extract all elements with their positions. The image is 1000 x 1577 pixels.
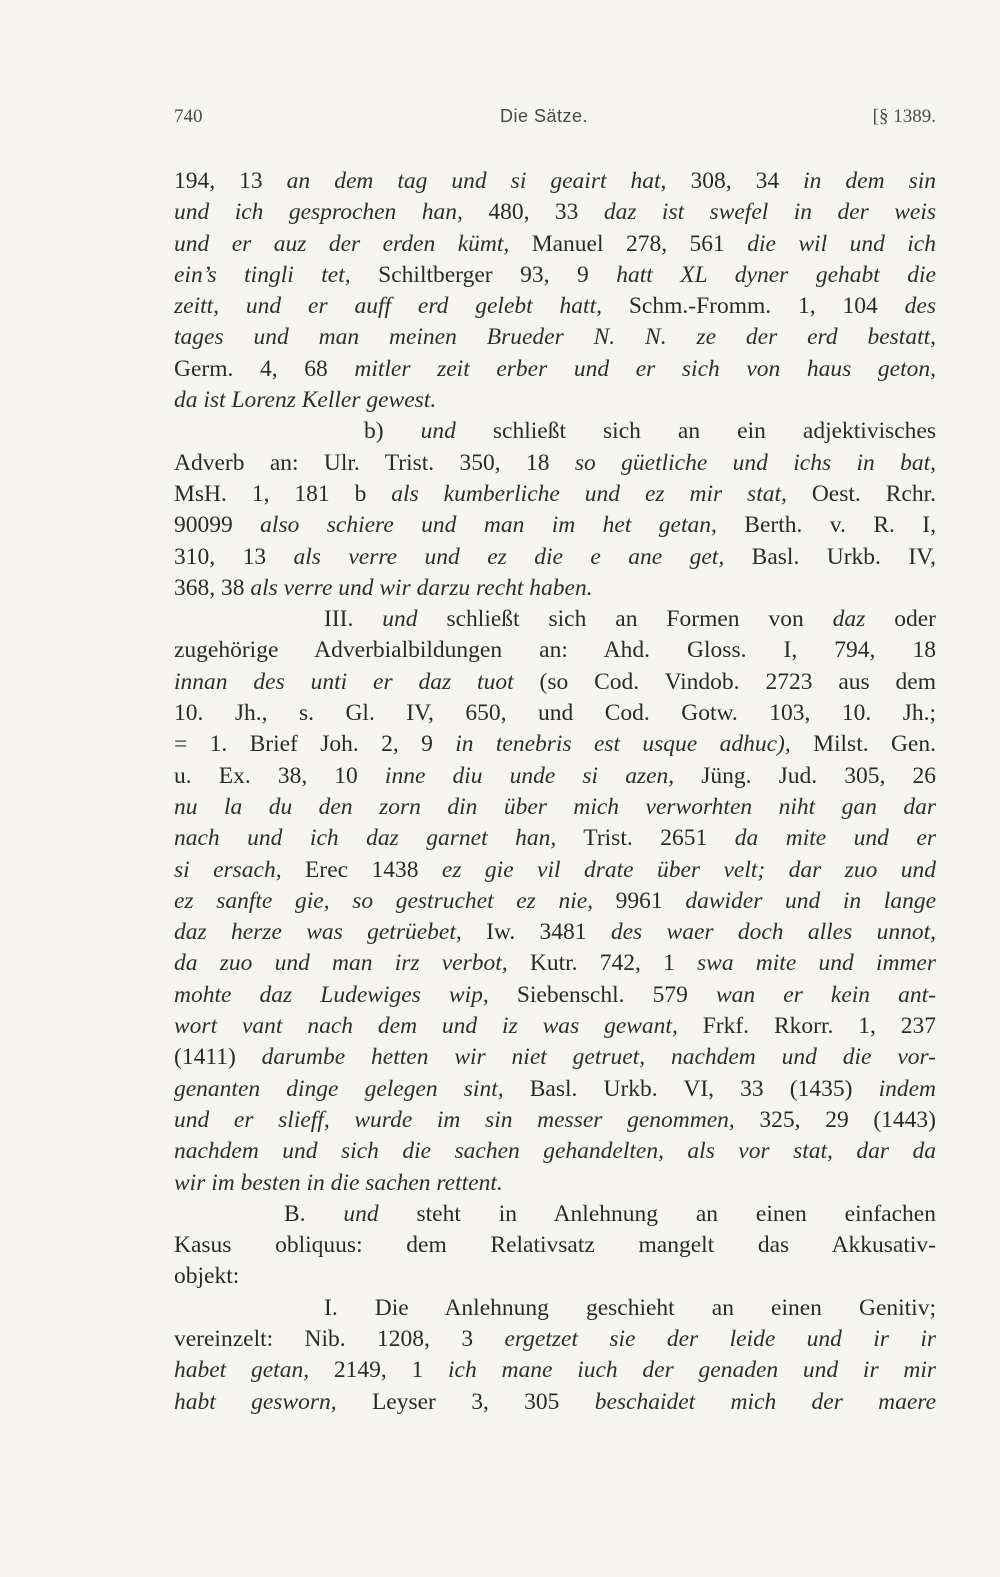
- quoted-text: habt gesworn,: [174, 1388, 337, 1415]
- reference-text: vereinzelt: Nib. 1208, 3: [174, 1325, 505, 1352]
- reference-text: Kutr. 742, 1: [507, 950, 698, 977]
- text-line: [174, 510, 936, 541]
- text-line: [174, 385, 936, 416]
- text-line: [174, 823, 936, 854]
- reference-text: Adverb an: Ulr. Trist. 350, 18: [174, 449, 575, 476]
- quoted-text: hatt XL dyner gehabt die: [616, 261, 936, 288]
- reference-text: MsH. 1, 181 b: [174, 480, 392, 507]
- reference-text: Iw. 3481: [461, 919, 611, 946]
- quoted-text: si ersach,: [174, 856, 282, 883]
- text-line: [174, 416, 936, 447]
- reference-text: Germ. 4, 68: [174, 355, 355, 382]
- quoted-text: nachdem und sich die sachen gehandelten, als vor stat, dar da: [174, 1138, 936, 1165]
- reference-text: objekt:: [174, 1263, 240, 1290]
- text-line: [174, 855, 936, 886]
- quoted-text: daz herze was getrüebet,: [174, 919, 462, 946]
- text-line: [174, 1355, 936, 1386]
- text-line: [174, 1042, 936, 1073]
- text-line: [174, 573, 936, 604]
- quoted-text: und er auz der erden kümt,: [174, 230, 510, 257]
- text-line: [174, 448, 936, 479]
- quoted-text: in dem sin: [803, 168, 936, 194]
- reference-text: Schm.-Fromm. 1, 104: [601, 293, 905, 320]
- text-line: [174, 604, 936, 635]
- quoted-text: mitler zeit erber und er sich von haus geton,: [354, 355, 936, 382]
- text-line: [174, 354, 936, 385]
- quoted-text: des waer doch alles unnot,: [610, 919, 936, 946]
- section-reference: [§ 1389.: [872, 106, 936, 127]
- text-line: [174, 197, 936, 228]
- reference-text: Frkf. Rkorr. 1, 237: [677, 1013, 936, 1040]
- text-line: [174, 948, 936, 979]
- quoted-text: so güetliche und ichs in bat,: [574, 449, 936, 476]
- text-line: [174, 166, 936, 197]
- quoted-text: also schiere und man im het getan,: [260, 512, 717, 539]
- reference-text: 194, 13: [174, 168, 287, 194]
- quoted-text: und er slieff, wurde im sin messer genommen,: [174, 1106, 735, 1133]
- text-line: [174, 1230, 936, 1261]
- text-line: [174, 792, 936, 823]
- reference-text: Leyser 3, 305: [336, 1388, 595, 1415]
- quoted-text: ich mane iuch der genaden und ir mir: [448, 1357, 936, 1384]
- reference-text: Trist. 2651: [556, 825, 735, 852]
- quoted-text: nu la du den zorn din über mich verworhten niht gan dar: [174, 793, 936, 820]
- quoted-text: innan des unti er daz tuot: [174, 668, 514, 695]
- reference-text: 2149, 1: [309, 1357, 449, 1384]
- reference-text: b): [364, 418, 421, 445]
- quoted-text: wir im besten in die sachen rettent.: [174, 1169, 503, 1196]
- reference-text: Manuel 278, 561: [509, 230, 748, 257]
- quoted-text: daz: [832, 606, 866, 633]
- reference-text: 480, 33: [462, 199, 604, 226]
- text-line: [174, 729, 936, 760]
- quoted-text: swa mite und immer: [697, 950, 936, 977]
- reference-text: = 1. Brief Joh. 2, 9: [174, 731, 456, 758]
- text-line: [174, 635, 936, 666]
- reference-text: 10. Jh., s. Gl. IV, 650, und Cod. Gotw. 103, 10. Jh.;: [174, 700, 936, 727]
- text-line: [174, 542, 936, 573]
- reference-text: Milst. Gen.: [790, 731, 936, 758]
- reference-text: III.: [324, 606, 383, 633]
- reference-text: I. Die Anlehnung geschieht an einen Genitiv;: [324, 1294, 936, 1321]
- quoted-text: inne diu unde si azen,: [384, 762, 675, 789]
- text-line: [174, 761, 936, 792]
- reference-text: 325, 29 (1443): [734, 1106, 936, 1133]
- reference-text: u. Ex. 38, 10: [174, 762, 385, 789]
- text-line: [174, 479, 936, 510]
- reference-text: Erec 1438: [281, 856, 442, 883]
- text-line: [174, 1136, 936, 1167]
- quoted-text: ein’s tingli tet,: [174, 261, 351, 288]
- reference-text: schließt sich an ein adjektivisches: [455, 418, 936, 445]
- quoted-text: genanten dinge gelegen sint,: [174, 1075, 504, 1102]
- text-line: [174, 886, 936, 917]
- quoted-text: ergetzet sie der leide und ir ir: [504, 1325, 936, 1352]
- quoted-text: wan er kein ant-: [715, 981, 936, 1008]
- quoted-text: des: [904, 293, 936, 320]
- reference-text: 308, 34: [666, 168, 804, 194]
- reference-text: Schiltberger 93, 9: [350, 261, 617, 288]
- quoted-text: und ich gesprochen han,: [174, 199, 463, 226]
- reference-text: Oest. Rchr.: [786, 480, 936, 507]
- text-line: [174, 229, 936, 260]
- quoted-text: und: [343, 1200, 379, 1227]
- quoted-text: ez sanfte gie, so gestruchet ez nie,: [174, 887, 594, 914]
- quoted-text: die wil und ich: [747, 230, 936, 257]
- text-line: [174, 917, 936, 948]
- reference-text: 368, 38: [174, 574, 251, 601]
- quoted-text: zeitt, und er auff erd gelebt hatt,: [174, 293, 602, 320]
- quoted-text: als verre und ez die e ane get,: [293, 543, 725, 570]
- reference-text: Kasus obliquus: dem Relativsatz mangelt das Akkusativ-: [174, 1232, 936, 1259]
- body-text: [174, 166, 936, 1418]
- text-line: [174, 1324, 936, 1355]
- reference-text: 9961: [593, 887, 686, 914]
- quoted-text: daz ist swefel in der weis: [603, 199, 936, 226]
- quoted-text: und: [382, 606, 418, 633]
- text-line: [174, 291, 936, 322]
- quoted-text: darumbe hetten wir niet getruet, nachdem und die vor-: [261, 1044, 936, 1071]
- page-number: 740: [174, 106, 203, 127]
- reference-text: Berth. v. R. I,: [716, 512, 936, 539]
- text-line: [174, 322, 936, 353]
- text-line: [174, 1011, 936, 1042]
- quoted-text: indem: [878, 1075, 936, 1102]
- quoted-text: ez gie vil drate über velt; dar zuo und: [441, 856, 936, 883]
- text-line: [174, 1199, 936, 1230]
- reference-text: Siebenschl. 579: [488, 981, 716, 1008]
- quoted-text: habet getan,: [174, 1357, 310, 1384]
- reference-text: Basl. Urkb. VI, 33 (1435): [503, 1075, 879, 1102]
- quoted-text: tages und man meinen Brueder N. N. ze der erd bestatt,: [174, 324, 936, 351]
- reference-text: (so Cod. Vindob. 2723 aus dem: [513, 668, 936, 695]
- text-line: [174, 1387, 936, 1418]
- reference-text: 310, 13: [174, 543, 294, 570]
- quoted-text: als verre und wir darzu recht haben.: [250, 574, 593, 601]
- reference-text: (1411): [174, 1044, 262, 1071]
- reference-text: zugehörige Adverbialbildungen an: Ahd. Gloss. I, 794, 18: [174, 637, 936, 664]
- reference-text: Basl. Urkb. IV,: [724, 543, 936, 570]
- reference-text: oder: [865, 606, 936, 633]
- quoted-text: als kumberliche und ez mir stat,: [391, 480, 787, 507]
- text-line: [174, 667, 936, 698]
- quoted-text: nach und ich daz garnet han,: [174, 825, 557, 852]
- quoted-text: mohte daz Ludewiges wip,: [174, 981, 489, 1008]
- text-line: [174, 1261, 936, 1292]
- quoted-text: dawider und in lange: [685, 887, 936, 914]
- running-head: [174, 106, 936, 136]
- quoted-text: beschaidet mich der maere: [594, 1388, 936, 1415]
- text-line: [174, 1168, 936, 1199]
- text-line: [174, 698, 936, 729]
- quoted-text: an dem tag und si geairt hat,: [286, 168, 667, 194]
- reference-text: steht in Anlehnung an einen einfachen: [378, 1200, 936, 1227]
- quoted-text: da zuo und man irz verbot,: [174, 950, 508, 977]
- quoted-text: und: [420, 418, 456, 445]
- text-line: [174, 1074, 936, 1105]
- text-line: [174, 980, 936, 1011]
- text-line: [174, 1105, 936, 1136]
- quoted-text: wort vant nach dem und iz was gewant,: [174, 1013, 678, 1040]
- text-line: [174, 260, 936, 291]
- reference-text: B.: [284, 1200, 344, 1227]
- reference-text: Jüng. Jud. 305, 26: [674, 762, 936, 789]
- reference-text: 90099: [174, 512, 261, 539]
- quoted-text: da mite und er: [734, 825, 936, 852]
- quoted-text: in tenebris est usque adhuc),: [455, 731, 791, 758]
- running-title: Die Sätze.: [500, 106, 589, 126]
- text-line: [174, 1293, 936, 1324]
- quoted-text: da ist Lorenz Keller gewest.: [174, 387, 437, 414]
- reference-text: schließt sich an Formen von: [417, 606, 833, 633]
